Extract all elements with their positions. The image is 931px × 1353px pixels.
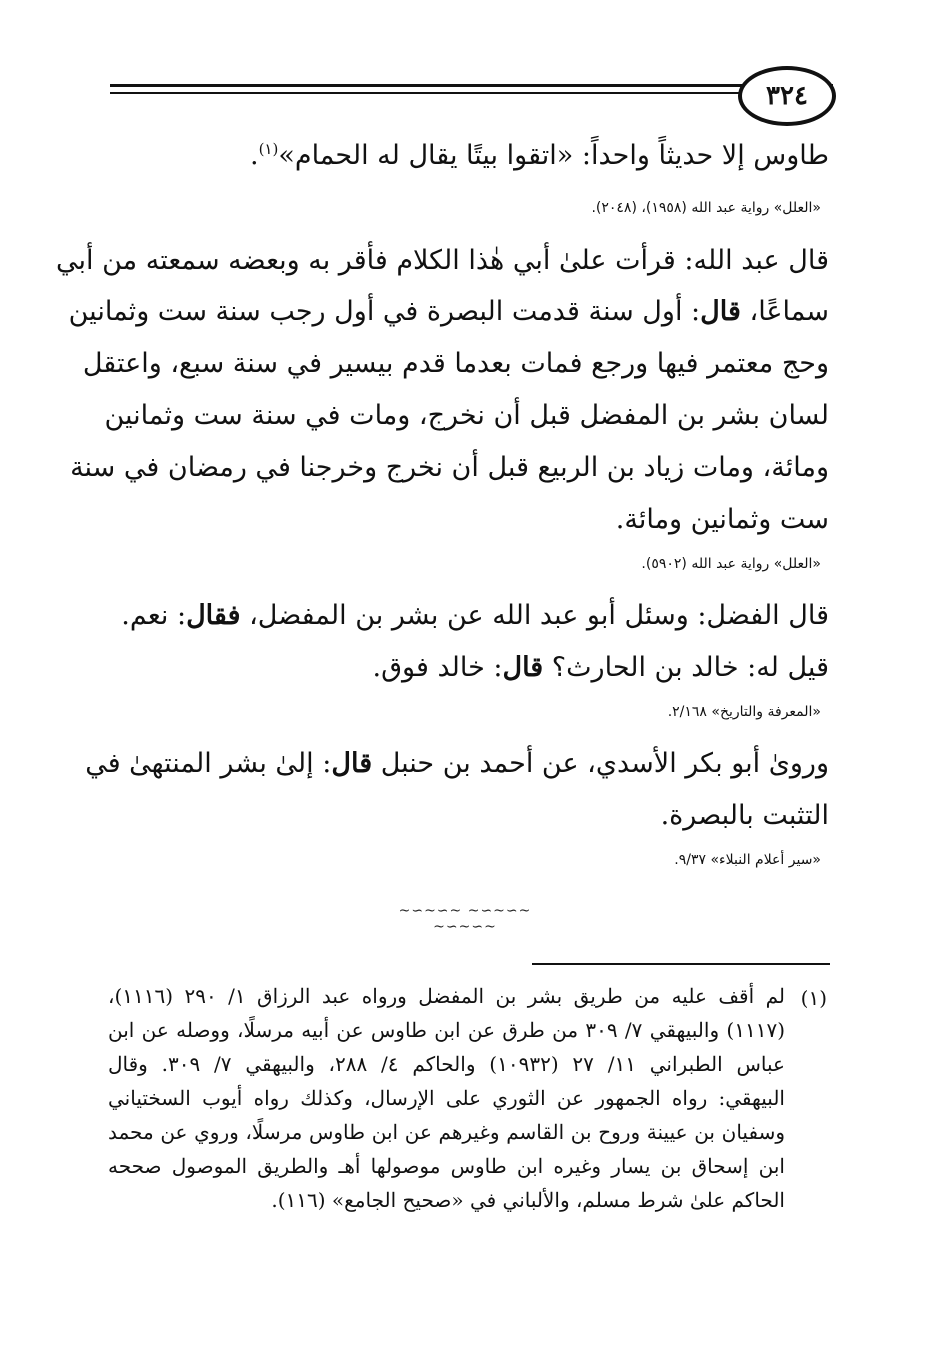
text-span: سماعًا، — [740, 296, 829, 327]
text-span: : نعم. — [121, 600, 187, 631]
section-divider-ornament: ~∽~∽~ ~∽~∽~ ~∽~∽~ — [398, 903, 532, 935]
paragraph-2-line-1 — [108, 600, 829, 632]
text-span: وروىٰ أبو بكر الأسدي، عن أحمد بن حنبل — [372, 748, 829, 779]
text-span: : خالد فوق. — [372, 652, 503, 683]
text-span: : إلىٰ بشر المنتهىٰ في — [85, 748, 332, 779]
footnote-line-5: وسفيان بن عيينة وروح بن القاسم وغيرهم عن ابن طاوس مرسلًا، وروي عن محمد — [108, 1120, 785, 1144]
page-number: ٣٢٤ — [766, 81, 808, 111]
text-span: قيل له: خالد بن الحارث؟ — [543, 652, 829, 683]
paragraph-3-line-1 — [85, 748, 829, 780]
footnote-line-2: (١١١٧) والبيهقي ٧/ ٣٠٩ من طرق عن ابن طاوس عن أبيه مرسلًا، ووصله عن ابن — [108, 1018, 785, 1042]
page-number-badge — [738, 66, 836, 126]
footnote-number: (١) — [800, 986, 827, 1010]
source-citation-3: «المعرفة والتاريخ» ٢/١٦٨. — [667, 704, 821, 720]
paragraph-1-line-6: ست وثمانين ومائة. — [615, 504, 829, 535]
footnote-ref: (١) — [258, 140, 279, 158]
paragraph-2-line-2 — [108, 652, 829, 684]
bold-faqal: فقال — [186, 600, 241, 631]
footnote-line-4: البيهقي: رواه الجمهور عن الثوري على الإرسال، وكذلك رواه أيوب السختياني — [108, 1086, 785, 1110]
paragraph-1-line-3: وحج معتمر فيها ورجع فمات بعدما قدم بيسير في سنة سبع، واعتقل — [82, 348, 829, 379]
footnote-line-7: الحاكم علىٰ شرط مسلم، والألباني في «صحيح الجامع» (١١٦). — [271, 1188, 785, 1212]
text-line-1 — [108, 140, 829, 172]
text-span: قال الفضل: وسئل أبو عبد الله عن بشر بن المفضل، — [240, 600, 829, 631]
footnote-line-1: لم أقف عليه من طريق بشر بن المفضل ورواه عبد الرزاق ١/ ٢٩٠ (١١١٦)، — [108, 984, 785, 1008]
bold-qal: قال — [331, 748, 373, 779]
paragraph-1-line-2 — [68, 296, 829, 328]
bold-qal: قال — [502, 652, 544, 683]
paragraph-1-line-4: لسان بشر بن المفضل قبل أن نخرج، ومات في سنة ست وثمانين — [104, 400, 829, 431]
line-end: . — [249, 140, 259, 171]
footnote-line-3: عباس الطبراني ١١/ ٢٧ (١٠٩٣٢) والحاكم ٤/ ٢٨٨، والبيهقي ٧/ ٣٠٩. وقال — [108, 1052, 785, 1076]
bold-qal: قال — [700, 296, 741, 327]
paragraph-1-line-1: قال عبد الله: قرأت علىٰ أبي هٰذا الكلام فأقر به وبعضه سمعته من أبي — [56, 245, 829, 276]
quote-text: طاوس إلا حديثاً واحداً: «اتقوا بيتًا يقال له الحمام» — [278, 140, 829, 171]
footnote-separator — [532, 963, 830, 965]
source-citation-1: «العلل» رواية عبد الله (١٩٥٨)، (٢٠٤٨). — [591, 200, 821, 216]
text-span: : أول سنة قدمت البصرة في أول رجب سنة ست وثمانين — [68, 296, 701, 327]
source-citation-4: «سير أعلام النبلاء» ٩/٣٧. — [674, 852, 821, 868]
paragraph-1-line-5: ومائة، ومات زياد بن الربيع قبل أن نخرج وخرجنا في رمضان في سنة — [70, 452, 829, 483]
source-citation-2: «العلل» رواية عبد الله (٥٩٠٢). — [641, 556, 821, 572]
footnote-line-6: ابن إسحاق بن يسار وغيره ابن طاوس موصولها أهـ والطريق الموصول صححه — [108, 1154, 785, 1178]
paragraph-3-line-2: التثبت بالبصرة. — [660, 800, 829, 831]
header-rule — [110, 84, 833, 96]
